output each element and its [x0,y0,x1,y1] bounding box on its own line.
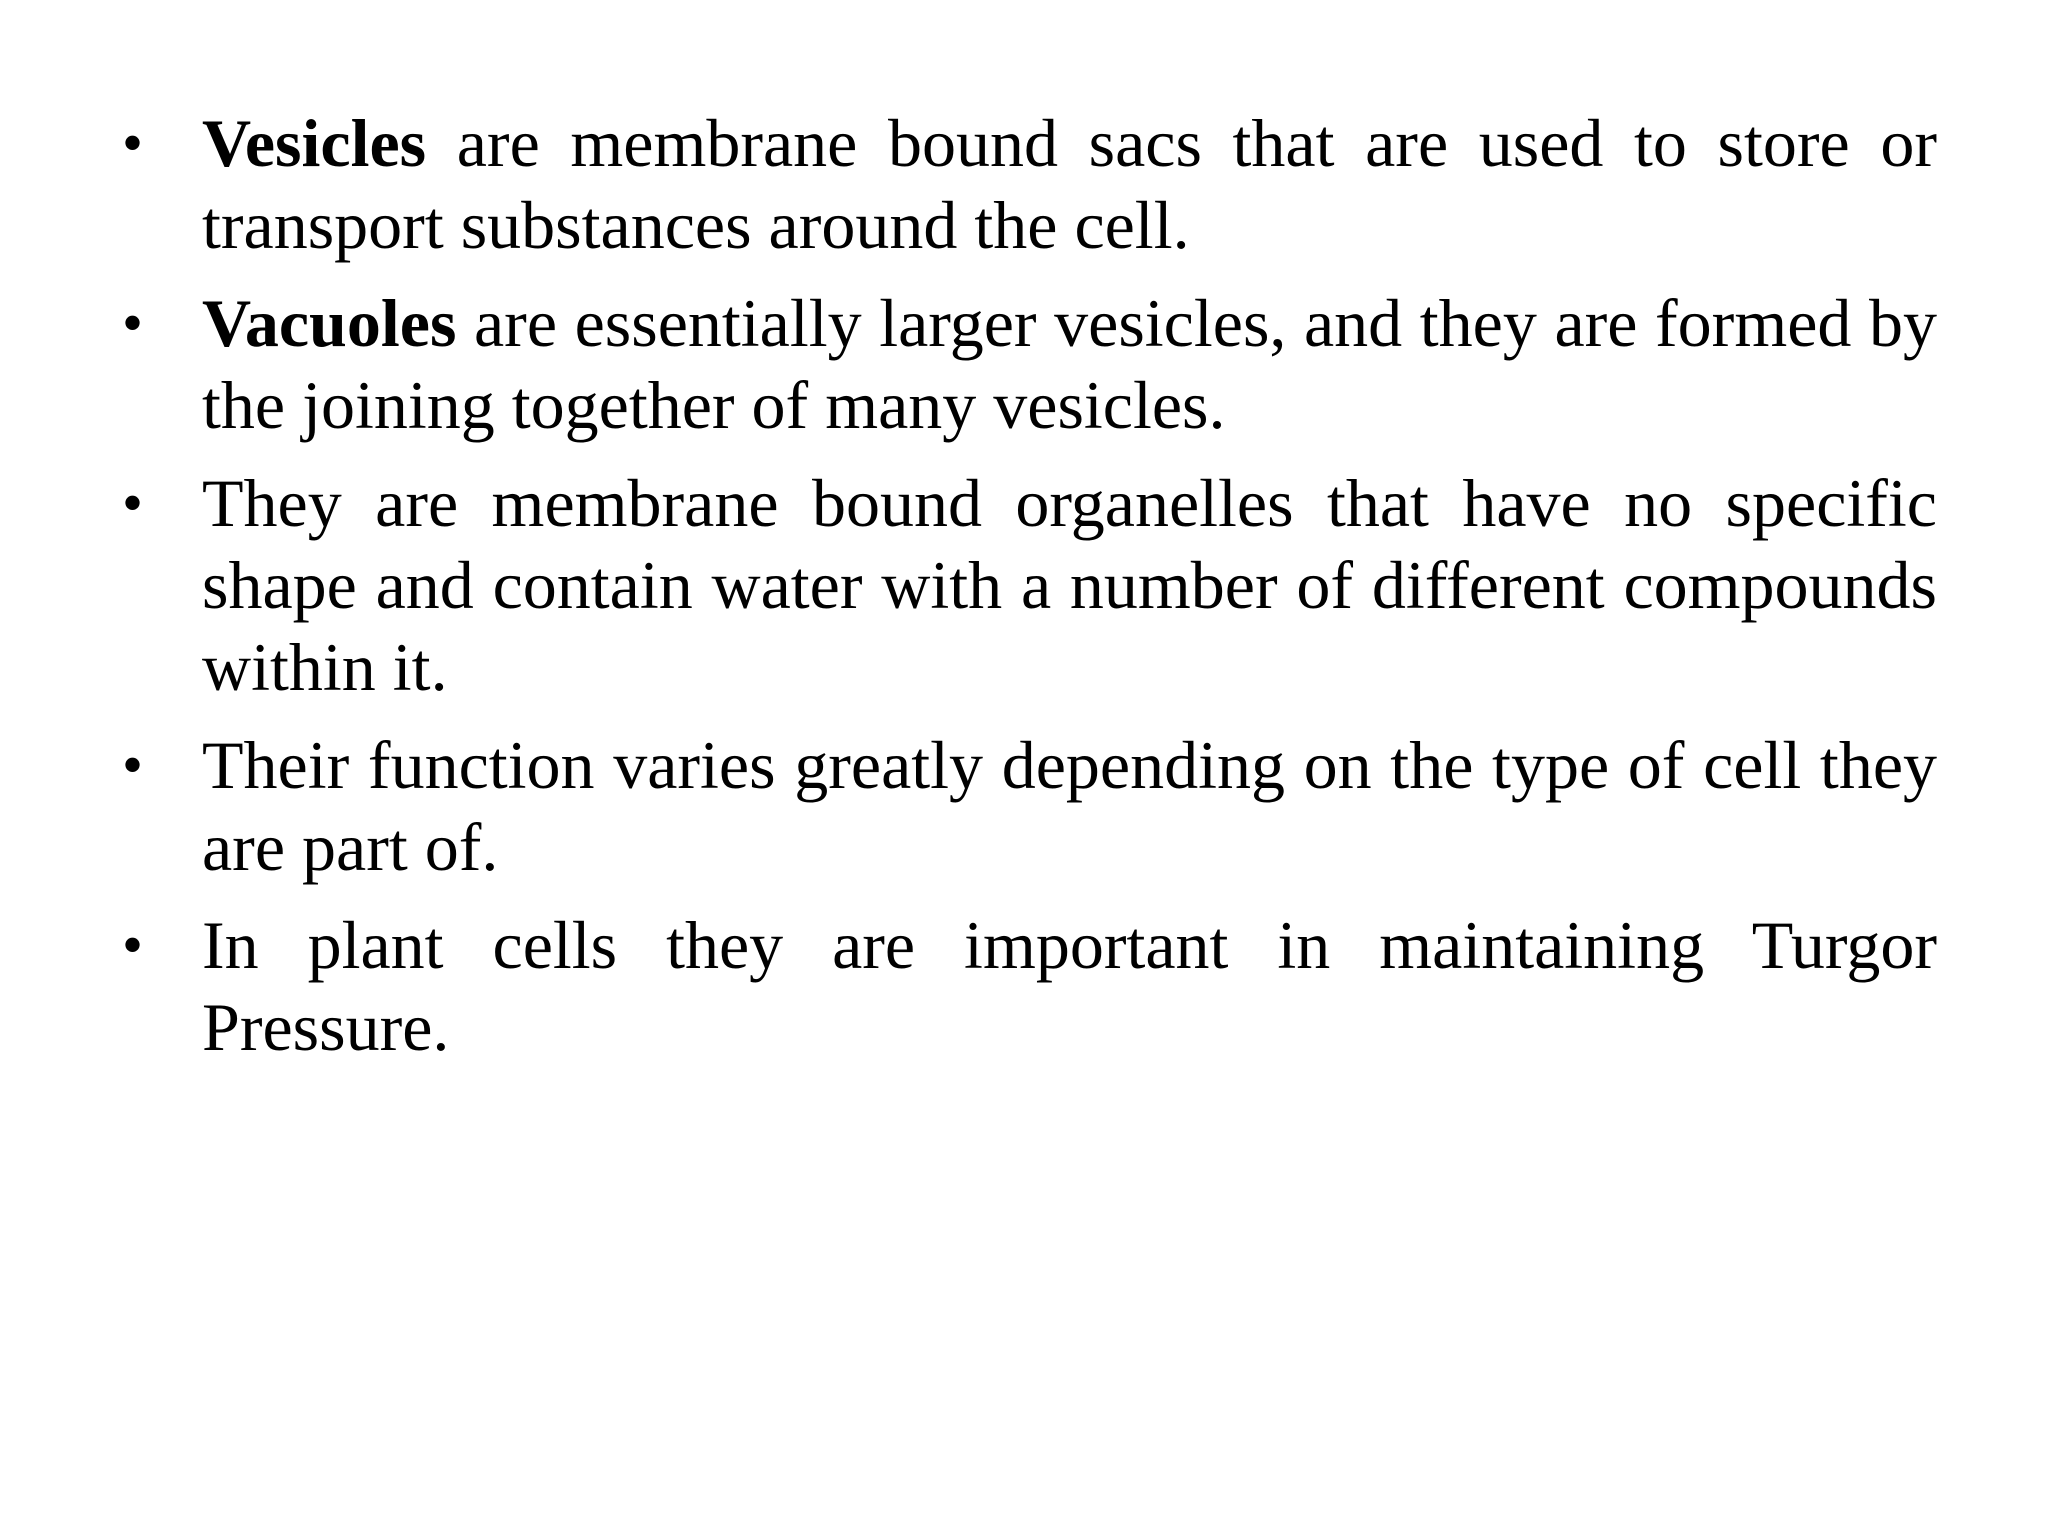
bullet-item-function [122,724,1937,888]
bullet-text: In plant cells they are important in maintaining Turgor Pressure. [202,907,1937,1065]
bullet-item-plant-cells [122,904,1937,1068]
bullet-icon: • [122,290,144,356]
bullet-icon: • [122,470,144,536]
bullet-item-vesicles [122,102,1937,266]
bullet-list [122,102,1937,1084]
bullet-text: They are membrane bound organelles that have no specific shape and contain water with a number of different compounds within it. [202,465,1937,705]
bullet-item-vacuoles [122,282,1937,446]
bullet-term: Vesicles [202,105,427,181]
bullet-icon: • [122,912,144,978]
bullet-term: Vacuoles [202,285,457,361]
bullet-item-organelles [122,462,1937,708]
bullet-icon: • [122,110,144,176]
bullet-text: are membrane bound sacs that are used to store or transport substances around the cell. [202,105,1937,263]
bullet-text: Their function varies greatly depending on the type of cell they are part of. [202,727,1937,885]
bullet-text: are essentially larger vesicles, and they are formed by the joining together of many vesicles. [202,285,1937,443]
bullet-icon: • [122,732,144,798]
